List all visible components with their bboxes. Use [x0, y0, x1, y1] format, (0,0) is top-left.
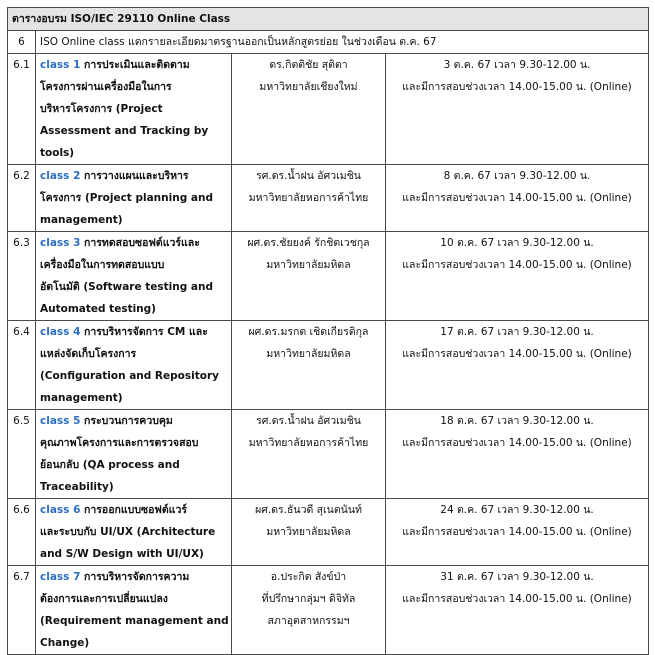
class-label: class 2 — [40, 170, 81, 182]
instructor-affiliation: มหาวิทยาลัยมหิดล — [266, 526, 351, 538]
exam-time: และมีการสอบช่วงเวลา 14.00-15.00 น. (Online) — [402, 526, 632, 538]
course-title-line: management) — [40, 214, 123, 226]
course-title-line: บริหารโครงการ (Project — [40, 103, 163, 115]
class-label: class 4 — [40, 326, 81, 338]
course-row — [8, 165, 649, 232]
course-title-cell — [36, 499, 232, 566]
course-number: 6.6 — [8, 499, 36, 566]
instructor-cell — [232, 566, 386, 655]
course-number: 6.7 — [8, 566, 36, 655]
course-number: 6.1 — [8, 54, 36, 165]
course-title-line: Traceability) — [40, 481, 114, 493]
instructor-affiliation: มหาวิทยาลัยมหิดล — [266, 259, 351, 271]
class-date-time: 18 ต.ค. 67 เวลา 9.30-12.00 น. — [440, 415, 594, 427]
instructor-cell — [232, 165, 386, 232]
course-title-line: (Requirement management and — [40, 615, 229, 627]
course-title-line: อัตโนมัติ (Software testing and — [40, 281, 213, 293]
intro-text: ISO Online class แตกรายละเอียดมาตรฐานออกเป็นหลักสูตรย่อย ในช่วงเดือน ต.ค. 67 — [36, 31, 649, 54]
exam-time: และมีการสอบช่วงเวลา 14.00-15.00 น. (Online) — [402, 348, 632, 360]
schedule-cell — [386, 566, 649, 655]
course-title-line: การทดสอบซอฟต์แวร์และ — [84, 237, 200, 249]
instructor-name: อ.ประกิต สังข์ป่า — [270, 571, 347, 583]
course-title-line: คุณภาพโครงการและการตรวจสอบ — [40, 437, 199, 449]
schedule-cell — [386, 165, 649, 232]
course-title-line: Assessment and Tracking by — [40, 125, 209, 137]
class-date-time: 31 ต.ค. 67 เวลา 9.30-12.00 น. — [440, 571, 594, 583]
title-row — [8, 8, 649, 31]
course-title-line: และระบบกับ UI/UX (Architecture — [40, 526, 216, 538]
exam-time: และมีการสอบช่วงเวลา 14.00-15.00 น. (Online) — [402, 593, 632, 605]
instructor-affiliation: ที่ปรึกษากลุ่มฯ ดิจิทัล — [261, 593, 356, 605]
course-title-cell — [36, 165, 232, 232]
course-title-line: การบริหารจัดการ CM และ — [84, 326, 208, 338]
class-label: class 5 — [40, 415, 81, 427]
course-title-line: and S/W Design with UI/UX) — [40, 548, 204, 560]
instructor-affiliation: มหาวิทยาลัยหอการค้าไทย — [248, 192, 369, 204]
schedule-cell — [386, 54, 649, 165]
class-label: class 7 — [40, 571, 81, 583]
course-title-line: กระบวนการควบคุม — [84, 415, 173, 427]
instructor-affiliation: มหาวิทยาลัยเชียงใหม่ — [259, 81, 358, 93]
instructor-name: ผศ.ดร.มรกต เชิดเกียรติกุล — [248, 326, 369, 338]
course-title-line: management) — [40, 392, 123, 404]
instructor-affiliation: มหาวิทยาลัยมหิดล — [266, 348, 351, 360]
class-date-time: 3 ต.ค. 67 เวลา 9.30-12.00 น. — [443, 59, 591, 71]
course-row — [8, 321, 649, 410]
instructor-cell — [232, 499, 386, 566]
course-title-line: การวางแผนและบริหาร — [84, 170, 189, 182]
instructor-cell — [232, 54, 386, 165]
class-label: class 6 — [40, 504, 81, 516]
course-title-cell — [36, 321, 232, 410]
class-date-time: 24 ต.ค. 67 เวลา 9.30-12.00 น. — [440, 504, 594, 516]
intro-number: 6 — [8, 31, 36, 54]
course-title-line: (Configuration and Repository — [40, 370, 219, 382]
training-schedule-table — [7, 7, 649, 655]
exam-time: และมีการสอบช่วงเวลา 14.00-15.00 น. (Online) — [402, 81, 632, 93]
course-title-line: โครงการผ่านเครื่องมือในการ — [40, 81, 172, 93]
exam-time: และมีการสอบช่วงเวลา 14.00-15.00 น. (Online) — [402, 437, 632, 449]
course-row — [8, 54, 649, 165]
schedule-cell — [386, 499, 649, 566]
schedule-cell — [386, 232, 649, 321]
course-title-cell — [36, 566, 232, 655]
course-title-cell — [36, 54, 232, 165]
course-title-cell — [36, 410, 232, 499]
course-row — [8, 232, 649, 321]
table-title: ตารางอบรม ISO/IEC 29110 Online Class — [8, 8, 649, 31]
instructor-affiliation: มหาวิทยาลัยหอการค้าไทย — [248, 437, 369, 449]
instructor-cell — [232, 410, 386, 499]
course-number: 6.2 — [8, 165, 36, 232]
course-title-line: Automated testing) — [40, 303, 156, 315]
course-number: 6.4 — [8, 321, 36, 410]
course-title-line: การบริหารจัดการความ — [84, 571, 190, 583]
course-title-line: ย้อนกลับ (QA process and — [40, 459, 180, 471]
class-label: class 3 — [40, 237, 81, 249]
instructor-name: ดร.กิตติชัย สุติตา — [269, 59, 348, 71]
intro-row — [8, 31, 649, 54]
course-row — [8, 566, 649, 655]
exam-time: และมีการสอบช่วงเวลา 14.00-15.00 น. (Online) — [402, 192, 632, 204]
course-title-line: เครื่องมือในการทดสอบแบบ — [40, 259, 165, 271]
instructor-affiliation: สภาอุตสาหกรรมฯ — [267, 615, 350, 627]
course-number: 6.3 — [8, 232, 36, 321]
class-date-time: 17 ต.ค. 67 เวลา 9.30-12.00 น. — [440, 326, 594, 338]
class-date-time: 10 ต.ค. 67 เวลา 9.30-12.00 น. — [440, 237, 594, 249]
instructor-cell — [232, 232, 386, 321]
instructor-name: ผศ.ดร.ชัยยงค์ รักชิตเวชกุล — [247, 237, 370, 249]
course-title-line: การออกแบบซอฟต์แวร์ — [84, 504, 187, 516]
class-label: class 1 — [40, 59, 81, 71]
course-title-line: ต้องการและการเปลี่ยนแปลง — [40, 593, 168, 605]
course-title-line: แหล่งจัดเก็บโครงการ — [40, 348, 137, 360]
course-number: 6.5 — [8, 410, 36, 499]
class-date-time: 8 ต.ค. 67 เวลา 9.30-12.00 น. — [443, 170, 591, 182]
instructor-name: รศ.ดร.น้ำฝน อัศวเมชิน — [256, 170, 361, 182]
schedule-cell — [386, 321, 649, 410]
course-row — [8, 410, 649, 499]
instructor-name: รศ.ดร.น้ำฝน อัศวเมชิน — [256, 415, 361, 427]
instructor-name: ผศ.ดร.ธันวดี สุเนตนันท์ — [255, 504, 362, 516]
course-title-line: การประเมินและติดตาม — [84, 59, 190, 71]
course-row — [8, 499, 649, 566]
course-title-line: Change) — [40, 637, 90, 649]
course-title-line: tools) — [40, 147, 75, 159]
course-title-line: โครงการ (Project planning and — [40, 192, 213, 204]
instructor-cell — [232, 321, 386, 410]
course-title-cell — [36, 232, 232, 321]
exam-time: และมีการสอบช่วงเวลา 14.00-15.00 น. (Online) — [402, 259, 632, 271]
schedule-cell — [386, 410, 649, 499]
